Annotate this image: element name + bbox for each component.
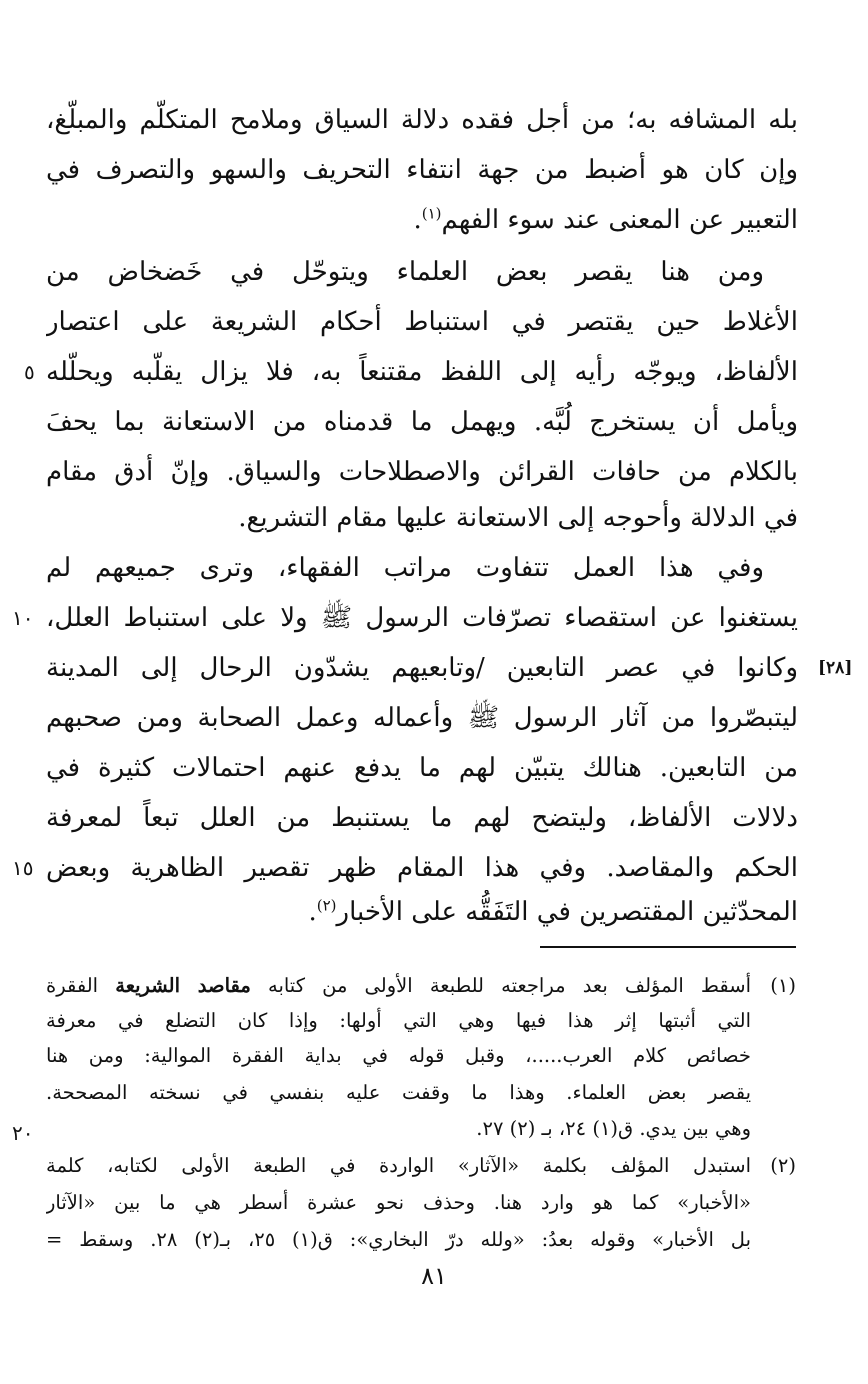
footnote-line: «الأخبار» كما هو وارد هنا. وحذف نحو عشرة أسطر هي ما بين «الآثار: [46, 1191, 751, 1214]
footnote-line: بل الأخبار» وقوله بعدُ: «ولله درّ البخاري»: ق(١) ٢٥، بـ(٢) ٢٨. وسقط =: [46, 1228, 751, 1251]
text-line: بله المشافه به؛ من أجل فقده دلالة السياق وملامح المتكلّم والمبلّغ،: [46, 105, 798, 135]
footnote-number: (٢): [770, 1154, 796, 1177]
text-segment: .: [308, 897, 317, 927]
line-number: ١٠: [12, 606, 34, 630]
line-number: ٢٠: [12, 1121, 34, 1145]
text-segment: .: [413, 205, 422, 235]
line-number: ١٥: [12, 856, 34, 880]
text-line: الألفاظ، ويوجّه رأيه إلى اللفظ مقتنعاً به، فلا يزال يقلّبه ويحلّله: [46, 357, 798, 387]
footnote-separator: [540, 946, 796, 948]
footnote-line: وهي بين يدي. ق(١) ٢٤، بـ (٢) ٢٧.: [476, 1117, 751, 1140]
text-line: الأغلاط حين يقتصر في استنباط أحكام الشريعة على اعتصار: [46, 307, 798, 337]
text-line: [46, 198, 798, 242]
page-reference: [٢٨]: [818, 658, 853, 678]
footnote-line: التي أثبتها إثر هذا فيها وهي التي أولها: وإذا كان التضلع في معرفة: [46, 1009, 751, 1032]
footnote-line: [46, 970, 751, 1002]
text-line: وكانوا في عصر التابعين /وتابعيهم يشدّون الرحال إلى المدينة: [46, 653, 798, 683]
text-line: يستغنوا عن استقصاء تصرّفات الرسول ﷺ ولا على استنباط العلل،: [46, 603, 798, 633]
page-number: ٨١: [421, 1262, 447, 1290]
footnote-number: (١): [770, 974, 796, 997]
book-title: مقاصد الشريعة: [115, 974, 251, 997]
footnote-line: استبدل المؤلف بكلمة «الآثار» الواردة في الطبعة الأولى لكتابه، كلمة: [46, 1154, 751, 1177]
text-line: وفي هذا العمل تتفاوت مراتب الفقهاء، وترى جميعهم لم: [46, 553, 764, 583]
text-line: الحكم والمقاصد. وفي هذا المقام ظهر تقصير الظاهرية وبعض: [46, 853, 798, 883]
footnote-ref: (١): [421, 204, 442, 223]
text-segment: التعبير عن المعنى عند سوء الفهم: [441, 205, 798, 235]
text-line: [46, 890, 798, 934]
text-line: ويأمل أن يستخرج لُبَّه. ويهمل ما قدمناه من الاستعانة بما يحفَ: [46, 407, 798, 437]
text-line: وإن كان هو أضبط من جهة انتفاء التحريف والسهو والتصرف في: [46, 155, 798, 185]
footnote-line: يقصر بعض العلماء. وهذا ما وقفت عليه بنفسي في نسخته المصححة.: [46, 1081, 751, 1104]
line-number: ٥: [24, 360, 35, 384]
text-line: دلالات الألفاظ، وليتضح لهم ما يستنبط من العلل تبعاً لمعرفة: [46, 803, 798, 833]
text-line: ليتبصّروا من آثار الرسول ﷺ وأعماله وعمل الصحابة ومن صحبهم: [46, 703, 798, 733]
footnote-ref: (٢): [316, 896, 337, 915]
text-line: بالكلام من حافات القرائن والاصطلاحات والسياق. وإنّ أدق مقام: [46, 457, 798, 487]
text-segment: المحدّثين المقتصرين في التَفَقُّه على الأخبار: [336, 897, 798, 927]
text-segment: الفقرة: [46, 974, 99, 997]
footnote-line: خصائص كلام العرب.....، وقبل قوله في بداية الفقرة الموالية: ومن هنا: [46, 1044, 751, 1067]
text-line: ومن هنا يقصر بعض العلماء ويتوحّل في خَضخاض من: [46, 257, 764, 287]
text-segment: أسقط المؤلف بعد مراجعته للطبعة الأولى من كتابه: [267, 974, 751, 997]
text-line: في الدلالة وأحوجه إلى الاستعانة عليها مقام التشريع.: [238, 503, 798, 533]
text-line: من التابعين. هنالك يتبيّن لهم ما يدفع عنهم احتمالات كثيرة في: [46, 753, 798, 783]
